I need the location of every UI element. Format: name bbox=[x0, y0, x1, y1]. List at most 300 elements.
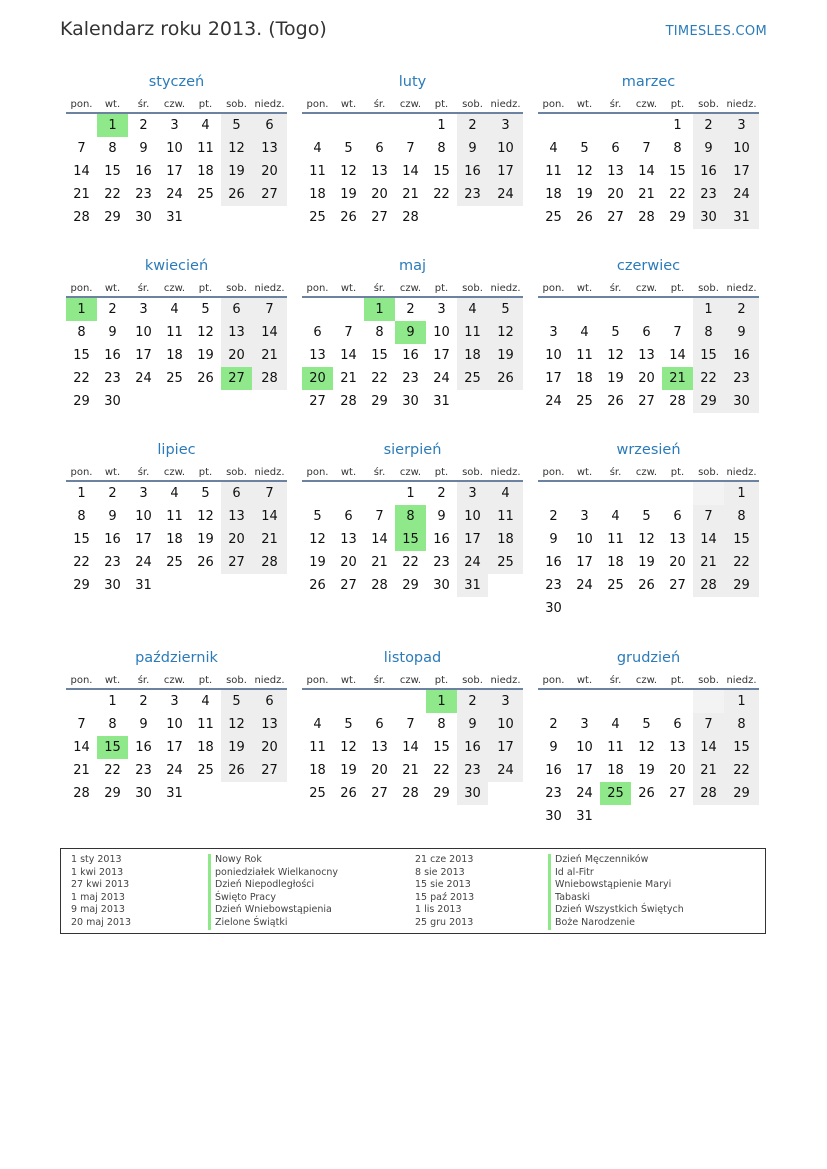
day-cell: 5 bbox=[642, 717, 651, 732]
week-row bbox=[302, 782, 523, 805]
day-cell: 14 bbox=[371, 532, 388, 547]
day-cell: 28 bbox=[252, 367, 287, 390]
empty-cell bbox=[569, 689, 600, 713]
month-calendar bbox=[538, 256, 759, 440]
day-cell: 3 bbox=[580, 509, 589, 524]
empty-cell bbox=[600, 481, 631, 505]
week-row bbox=[538, 481, 759, 505]
day-cell: 8 bbox=[375, 325, 384, 340]
day-cell: 15 bbox=[433, 164, 450, 179]
month-table bbox=[538, 96, 759, 229]
day-cell: 18 bbox=[576, 371, 593, 386]
day-cell: 26 bbox=[340, 786, 357, 801]
day-cell: 20 bbox=[252, 736, 287, 759]
day-cell: 18 bbox=[309, 763, 326, 778]
day-cell: 9 bbox=[437, 509, 446, 524]
day-cell: 18 bbox=[488, 528, 523, 551]
day-cell: 28 bbox=[73, 786, 90, 801]
weekday-header: wt. bbox=[569, 464, 600, 481]
month-calendar bbox=[302, 72, 523, 256]
empty-cell bbox=[693, 689, 724, 713]
day-cell: 19 bbox=[197, 532, 214, 547]
week-row bbox=[538, 551, 759, 574]
day-cell: 7 bbox=[252, 297, 287, 321]
day-cell: 12 bbox=[488, 321, 523, 344]
month-table bbox=[302, 96, 523, 229]
day-cell: 25 bbox=[166, 555, 183, 570]
weekday-header: czw. bbox=[395, 96, 426, 113]
day-cell: 6 bbox=[673, 509, 682, 524]
day-cell: 1 bbox=[77, 486, 86, 501]
day-cell: 10 bbox=[488, 137, 523, 160]
week-row bbox=[66, 736, 287, 759]
week-row bbox=[66, 528, 287, 551]
day-cell: 19 bbox=[309, 555, 326, 570]
day-cell: 14 bbox=[252, 321, 287, 344]
day-cell: 17 bbox=[488, 736, 523, 759]
site-link[interactable]: TIMESLES.COM bbox=[665, 24, 767, 39]
day-cell: 21 bbox=[402, 763, 419, 778]
day-cell: 26 bbox=[576, 210, 593, 225]
day-cell: 8 bbox=[108, 141, 117, 156]
day-cell: 7 bbox=[693, 713, 724, 736]
day-cell: 21 bbox=[693, 759, 724, 782]
day-cell: 27 bbox=[371, 210, 388, 225]
weekday-header: pt. bbox=[662, 672, 693, 689]
holiday-date: 1 sty 2013 bbox=[71, 854, 122, 865]
day-cell: 27 bbox=[669, 786, 686, 801]
day-cell: 2 bbox=[437, 486, 446, 501]
month-calendar bbox=[538, 440, 759, 648]
empty-cell bbox=[662, 689, 693, 713]
empty-cell bbox=[631, 481, 662, 505]
weekday-header: niedz. bbox=[488, 280, 523, 297]
month-calendar bbox=[302, 648, 523, 832]
day-cell: 4 bbox=[457, 297, 488, 321]
weekday-header: wt. bbox=[569, 96, 600, 113]
day-cell: 4 bbox=[313, 141, 322, 156]
empty-cell bbox=[395, 113, 426, 137]
weekday-header: wt. bbox=[333, 464, 364, 481]
empty-cell bbox=[488, 782, 523, 805]
month-name: kwiecień bbox=[144, 258, 209, 274]
day-cell: 25 bbox=[600, 782, 631, 805]
day-cell: 9 bbox=[108, 509, 117, 524]
empty-cell bbox=[190, 206, 221, 229]
weekday-header: pon. bbox=[538, 280, 569, 297]
day-cell: 1 bbox=[437, 118, 446, 133]
day-cell: 21 bbox=[252, 344, 287, 367]
empty-cell bbox=[221, 574, 252, 597]
week-row bbox=[538, 759, 759, 782]
day-cell: 30 bbox=[135, 786, 152, 801]
day-cell: 26 bbox=[197, 371, 214, 386]
day-cell: 12 bbox=[576, 164, 593, 179]
weekday-header: pon. bbox=[538, 672, 569, 689]
month-name: wrzesień bbox=[616, 442, 681, 458]
week-row bbox=[302, 390, 523, 413]
week-row bbox=[302, 160, 523, 183]
day-cell: 5 bbox=[344, 717, 353, 732]
day-cell: 23 bbox=[545, 578, 562, 593]
empty-cell bbox=[457, 390, 488, 413]
day-cell: 12 bbox=[197, 325, 214, 340]
weekday-header: sob. bbox=[221, 96, 252, 113]
day-cell: 17 bbox=[433, 348, 450, 363]
month-table bbox=[538, 280, 759, 413]
day-cell: 27 bbox=[340, 578, 357, 593]
week-row bbox=[66, 551, 287, 574]
holiday-name: Tabaski bbox=[548, 892, 684, 905]
day-cell: 7 bbox=[77, 717, 86, 732]
day-cell: 3 bbox=[170, 694, 179, 709]
day-cell: 20 bbox=[221, 528, 252, 551]
day-cell: 17 bbox=[545, 371, 562, 386]
week-row bbox=[538, 367, 759, 390]
day-cell: 24 bbox=[457, 551, 488, 574]
day-cell: 7 bbox=[375, 509, 384, 524]
week-row bbox=[538, 344, 759, 367]
day-cell: 7 bbox=[344, 325, 353, 340]
day-cell: 4 bbox=[313, 717, 322, 732]
day-cell: 8 bbox=[724, 505, 759, 528]
day-cell: 27 bbox=[252, 759, 287, 782]
weekday-header: pon. bbox=[302, 96, 333, 113]
day-cell: 12 bbox=[197, 509, 214, 524]
weekday-header: niedz. bbox=[252, 464, 287, 481]
day-cell: 19 bbox=[638, 763, 655, 778]
weekday-header: niedz. bbox=[724, 464, 759, 481]
day-cell: 9 bbox=[724, 321, 759, 344]
day-cell: 21 bbox=[371, 555, 388, 570]
empty-cell bbox=[190, 782, 221, 805]
empty-cell bbox=[600, 689, 631, 713]
day-cell: 24 bbox=[135, 555, 152, 570]
day-cell: 14 bbox=[252, 505, 287, 528]
day-cell: 26 bbox=[488, 367, 523, 390]
day-cell: 4 bbox=[580, 325, 589, 340]
empty-cell bbox=[252, 782, 287, 805]
day-cell: 11 bbox=[197, 717, 214, 732]
day-cell: 23 bbox=[724, 367, 759, 390]
week-row bbox=[66, 344, 287, 367]
month-calendar bbox=[66, 440, 287, 624]
weekday-header: wt. bbox=[97, 672, 128, 689]
day-cell: 13 bbox=[669, 532, 686, 547]
week-row bbox=[302, 528, 523, 551]
day-cell: 17 bbox=[166, 740, 183, 755]
weekday-header: niedz. bbox=[724, 672, 759, 689]
day-cell: 2 bbox=[457, 113, 488, 137]
weekday-header: niedz. bbox=[724, 280, 759, 297]
legend-names-left bbox=[208, 854, 338, 930]
day-cell: 20 bbox=[302, 367, 333, 390]
day-cell: 23 bbox=[457, 759, 488, 782]
day-cell: 22 bbox=[433, 763, 450, 778]
day-cell: 9 bbox=[457, 137, 488, 160]
day-cell: 1 bbox=[406, 486, 415, 501]
day-cell: 9 bbox=[108, 325, 117, 340]
day-cell: 29 bbox=[73, 394, 90, 409]
day-cell: 28 bbox=[340, 394, 357, 409]
day-cell: 3 bbox=[724, 113, 759, 137]
empty-cell bbox=[302, 113, 333, 137]
empty-cell bbox=[724, 805, 759, 828]
day-cell: 23 bbox=[104, 371, 121, 386]
weekday-header: śr. bbox=[128, 464, 159, 481]
week-row bbox=[302, 183, 523, 206]
week-row bbox=[538, 113, 759, 137]
weekday-header: sob. bbox=[457, 672, 488, 689]
day-cell: 6 bbox=[344, 509, 353, 524]
day-cell: 19 bbox=[340, 763, 357, 778]
day-cell: 18 bbox=[309, 187, 326, 202]
day-cell: 15 bbox=[104, 164, 121, 179]
day-cell: 29 bbox=[724, 782, 759, 805]
weekday-header: sob. bbox=[221, 672, 252, 689]
weekday-header: pon. bbox=[538, 96, 569, 113]
day-cell: 10 bbox=[135, 325, 152, 340]
holiday-name: Dzień Wniebowstąpienia bbox=[208, 904, 338, 917]
day-cell: 12 bbox=[340, 164, 357, 179]
day-cell: 4 bbox=[201, 694, 210, 709]
day-cell: 31 bbox=[433, 394, 450, 409]
day-cell: 18 bbox=[166, 348, 183, 363]
day-cell: 10 bbox=[576, 532, 593, 547]
day-cell: 15 bbox=[724, 528, 759, 551]
weekday-header: wt. bbox=[97, 464, 128, 481]
day-cell: 27 bbox=[371, 786, 388, 801]
day-cell: 28 bbox=[402, 210, 419, 225]
day-cell: 18 bbox=[545, 187, 562, 202]
day-cell: 13 bbox=[669, 740, 686, 755]
empty-cell bbox=[600, 297, 631, 321]
weekday-header: pt. bbox=[190, 96, 221, 113]
week-row bbox=[302, 481, 523, 505]
weekday-header: śr. bbox=[128, 280, 159, 297]
week-row bbox=[302, 713, 523, 736]
day-cell: 10 bbox=[135, 509, 152, 524]
week-row bbox=[302, 551, 523, 574]
weekday-header: śr. bbox=[364, 280, 395, 297]
week-row bbox=[538, 297, 759, 321]
holiday-date: 1 maj 2013 bbox=[71, 891, 125, 903]
day-cell: 17 bbox=[576, 763, 593, 778]
day-cell: 23 bbox=[402, 371, 419, 386]
week-row bbox=[66, 137, 287, 160]
week-row bbox=[538, 206, 759, 229]
day-cell: 27 bbox=[669, 578, 686, 593]
day-cell: 8 bbox=[77, 325, 86, 340]
weekday-header: sob. bbox=[693, 96, 724, 113]
week-row bbox=[538, 597, 759, 620]
day-cell: 10 bbox=[166, 717, 183, 732]
weekday-header: sob. bbox=[221, 464, 252, 481]
week-row bbox=[66, 481, 287, 505]
day-cell: 7 bbox=[77, 141, 86, 156]
day-cell: 13 bbox=[221, 321, 252, 344]
week-row bbox=[302, 113, 523, 137]
weekday-header: wt. bbox=[97, 96, 128, 113]
week-row bbox=[302, 689, 523, 713]
weekday-header: sob. bbox=[457, 280, 488, 297]
day-cell: 11 bbox=[488, 505, 523, 528]
day-cell: 7 bbox=[406, 141, 415, 156]
day-cell: 1 bbox=[108, 694, 117, 709]
empty-cell bbox=[252, 206, 287, 229]
day-cell: 14 bbox=[669, 348, 686, 363]
day-cell: 25 bbox=[576, 394, 593, 409]
day-cell: 10 bbox=[488, 713, 523, 736]
empty-cell bbox=[488, 206, 523, 229]
empty-cell bbox=[569, 113, 600, 137]
day-cell: 5 bbox=[488, 297, 523, 321]
day-cell: 6 bbox=[221, 297, 252, 321]
day-cell: 17 bbox=[135, 348, 152, 363]
day-cell: 2 bbox=[549, 717, 558, 732]
day-cell: 1 bbox=[426, 689, 457, 713]
empty-cell bbox=[693, 481, 724, 505]
weekday-header: śr. bbox=[600, 464, 631, 481]
day-cell: 1 bbox=[693, 297, 724, 321]
weekday-header: śr. bbox=[364, 464, 395, 481]
day-cell: 27 bbox=[221, 367, 252, 390]
day-cell: 18 bbox=[457, 344, 488, 367]
month-table bbox=[538, 672, 759, 828]
day-cell: 12 bbox=[340, 740, 357, 755]
week-row bbox=[302, 321, 523, 344]
month-name: maj bbox=[398, 258, 427, 274]
empty-cell bbox=[600, 597, 631, 620]
month-calendar bbox=[302, 440, 523, 624]
day-cell: 3 bbox=[170, 118, 179, 133]
holiday-date: 9 maj 2013 bbox=[71, 904, 125, 916]
weekday-header: czw. bbox=[395, 672, 426, 689]
weekday-header: pt. bbox=[662, 280, 693, 297]
empty-cell bbox=[364, 689, 395, 713]
holiday-name: Dzień Męczenników bbox=[548, 854, 684, 867]
day-cell: 14 bbox=[693, 736, 724, 759]
empty-cell bbox=[631, 597, 662, 620]
week-row bbox=[66, 367, 287, 390]
day-cell: 3 bbox=[488, 689, 523, 713]
day-cell: 11 bbox=[545, 164, 562, 179]
weekday-header: czw. bbox=[159, 280, 190, 297]
day-cell: 24 bbox=[576, 786, 593, 801]
day-cell: 6 bbox=[221, 481, 252, 505]
day-cell: 21 bbox=[638, 187, 655, 202]
day-cell: 23 bbox=[135, 187, 152, 202]
empty-cell bbox=[159, 574, 190, 597]
day-cell: 26 bbox=[607, 394, 624, 409]
day-cell: 22 bbox=[724, 759, 759, 782]
day-cell: 7 bbox=[252, 481, 287, 505]
day-cell: 16 bbox=[402, 348, 419, 363]
week-row bbox=[66, 505, 287, 528]
day-cell: 19 bbox=[197, 348, 214, 363]
day-cell: 30 bbox=[545, 809, 562, 824]
week-row bbox=[302, 736, 523, 759]
day-cell: 3 bbox=[437, 302, 446, 317]
day-cell: 25 bbox=[197, 187, 214, 202]
day-cell: 23 bbox=[104, 555, 121, 570]
week-row bbox=[302, 206, 523, 229]
day-cell: 4 bbox=[611, 509, 620, 524]
day-cell: 6 bbox=[252, 689, 287, 713]
empty-cell bbox=[333, 481, 364, 505]
calendar-grid bbox=[66, 72, 762, 856]
day-cell: 24 bbox=[724, 183, 759, 206]
day-cell: 17 bbox=[488, 160, 523, 183]
day-cell: 22 bbox=[724, 551, 759, 574]
day-cell: 15 bbox=[724, 736, 759, 759]
day-cell: 2 bbox=[139, 694, 148, 709]
day-cell: 2 bbox=[457, 689, 488, 713]
weekday-header: czw. bbox=[159, 672, 190, 689]
day-cell: 21 bbox=[402, 187, 419, 202]
weekday-header: pon. bbox=[538, 464, 569, 481]
day-cell: 18 bbox=[607, 763, 624, 778]
day-cell: 5 bbox=[611, 325, 620, 340]
week-row bbox=[302, 344, 523, 367]
empty-cell bbox=[600, 113, 631, 137]
day-cell: 31 bbox=[457, 574, 488, 597]
weekday-header: pon. bbox=[302, 280, 333, 297]
day-cell: 27 bbox=[638, 394, 655, 409]
week-row bbox=[538, 160, 759, 183]
day-cell: 26 bbox=[340, 210, 357, 225]
empty-cell bbox=[600, 805, 631, 828]
day-cell: 17 bbox=[135, 532, 152, 547]
day-cell: 13 bbox=[340, 532, 357, 547]
holiday-name: Święto Pracy bbox=[208, 892, 338, 905]
day-cell: 19 bbox=[221, 160, 252, 183]
day-cell: 19 bbox=[488, 344, 523, 367]
day-cell: 3 bbox=[488, 113, 523, 137]
day-cell: 6 bbox=[252, 113, 287, 137]
day-cell: 12 bbox=[607, 348, 624, 363]
day-cell: 18 bbox=[197, 164, 214, 179]
empty-cell bbox=[662, 297, 693, 321]
day-cell: 4 bbox=[488, 481, 523, 505]
empty-cell bbox=[190, 390, 221, 413]
week-row bbox=[538, 321, 759, 344]
day-cell: 24 bbox=[166, 187, 183, 202]
day-cell: 22 bbox=[669, 187, 686, 202]
day-cell: 6 bbox=[375, 717, 384, 732]
day-cell: 15 bbox=[73, 348, 90, 363]
empty-cell bbox=[190, 574, 221, 597]
day-cell: 16 bbox=[457, 736, 488, 759]
week-row bbox=[302, 759, 523, 782]
month-calendar bbox=[302, 256, 523, 440]
day-cell: 13 bbox=[638, 348, 655, 363]
day-cell: 10 bbox=[724, 137, 759, 160]
day-cell: 24 bbox=[488, 183, 523, 206]
day-cell: 11 bbox=[166, 325, 183, 340]
day-cell: 13 bbox=[221, 505, 252, 528]
day-cell: 24 bbox=[135, 371, 152, 386]
day-cell: 8 bbox=[724, 713, 759, 736]
day-cell: 20 bbox=[340, 555, 357, 570]
day-cell: 10 bbox=[166, 141, 183, 156]
day-cell: 2 bbox=[693, 113, 724, 137]
day-cell: 20 bbox=[371, 187, 388, 202]
empty-cell bbox=[333, 113, 364, 137]
empty-cell bbox=[128, 390, 159, 413]
day-cell: 23 bbox=[545, 786, 562, 801]
day-cell: 29 bbox=[104, 786, 121, 801]
